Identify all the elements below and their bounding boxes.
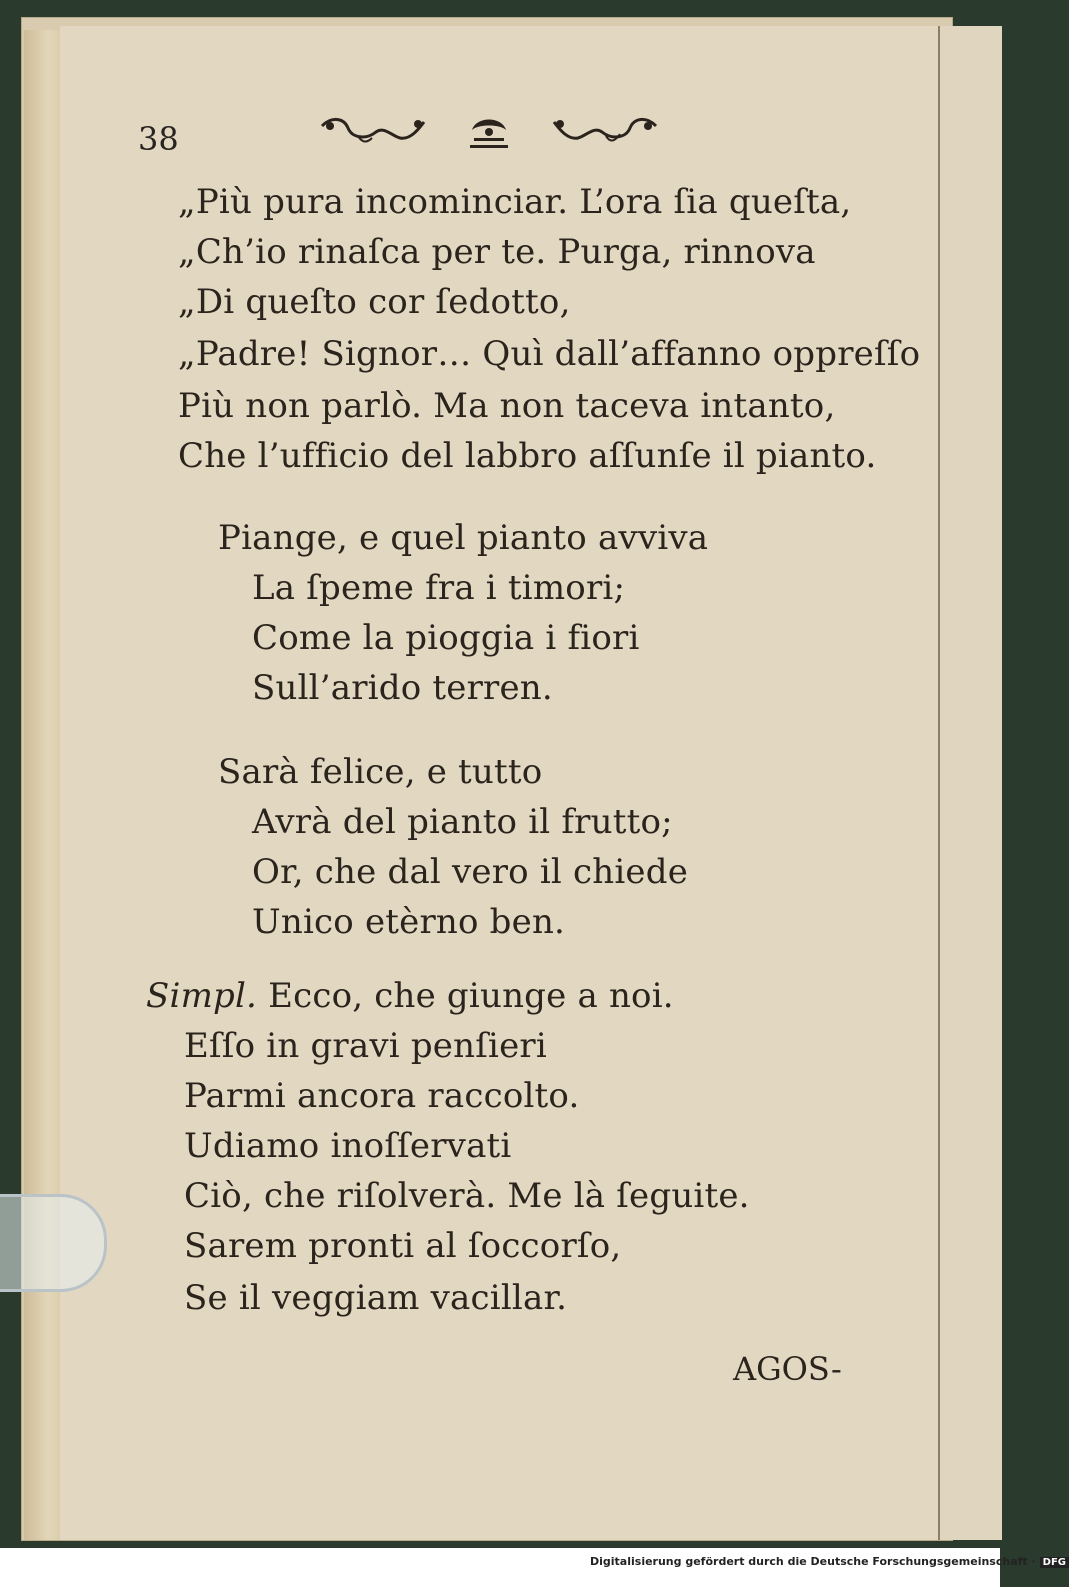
- speech-line: [146, 976, 674, 1016]
- ornament-left-icon: [318, 112, 430, 152]
- text-line: Se il veggiam vacillar.: [184, 1278, 568, 1318]
- footer-credit: [590, 1555, 1069, 1568]
- dfg-logo: DFG: [1040, 1557, 1069, 1568]
- text-line: La ſpeme fra i timori;: [252, 568, 626, 608]
- page-edges: [24, 30, 64, 1540]
- text-line: „Più pura incominciar. L’ora ſia queſta,: [178, 182, 852, 222]
- text-line: „Ch’io rinaſca per te. Purga, rinnova: [178, 232, 816, 272]
- facing-page-edge: [938, 26, 1002, 1540]
- catchword: AGOS-: [733, 1350, 842, 1388]
- text-line: Piange, e quel pianto avviva: [218, 518, 709, 558]
- text-line: „Di queſto cor ſedotto,: [178, 282, 571, 322]
- footer-credit-text: Digitalisierung gefördert durch die Deutsche Forschungsgemeinschaft ·: [590, 1555, 1036, 1568]
- text-line: Udiamo inoſſervati: [184, 1126, 512, 1166]
- ornament-right-icon: [548, 112, 660, 152]
- text-line: „Padre! Signor… Quì dall’affanno oppreſſo: [178, 334, 921, 374]
- text-line: Parmi ancora raccolto.: [184, 1076, 580, 1116]
- ornament-center-icon: [466, 112, 512, 156]
- speaker-label: Simpl.: [146, 976, 258, 1016]
- text-line: Come la pioggia i fiori: [252, 618, 640, 658]
- text-line: Sarà felice, e tutto: [218, 752, 543, 792]
- text-line: Più non parlò. Ma non taceva intanto,: [178, 386, 836, 426]
- text-line: Che l’ufficio del labbro aſſunſe il pianto.: [178, 436, 877, 476]
- speech-text: Ecco, che giunge a noi.: [268, 976, 674, 1016]
- text-line: Unico etèrno ben.: [252, 902, 566, 942]
- text-line: Or, che dal vero il chiede: [252, 852, 689, 892]
- page-number: 38: [138, 120, 179, 158]
- page-clip: [0, 1194, 107, 1292]
- text-line: Eſſo in gravi penſieri: [184, 1026, 547, 1066]
- text-line: Sull’arido terren.: [252, 668, 553, 708]
- text-line: Ciò, che riſolverà. Me là ſeguite.: [184, 1176, 750, 1216]
- text-line: Avrà del pianto il frutto;: [252, 802, 673, 842]
- text-line: Sarem pronti al ſoccorſo,: [184, 1226, 622, 1266]
